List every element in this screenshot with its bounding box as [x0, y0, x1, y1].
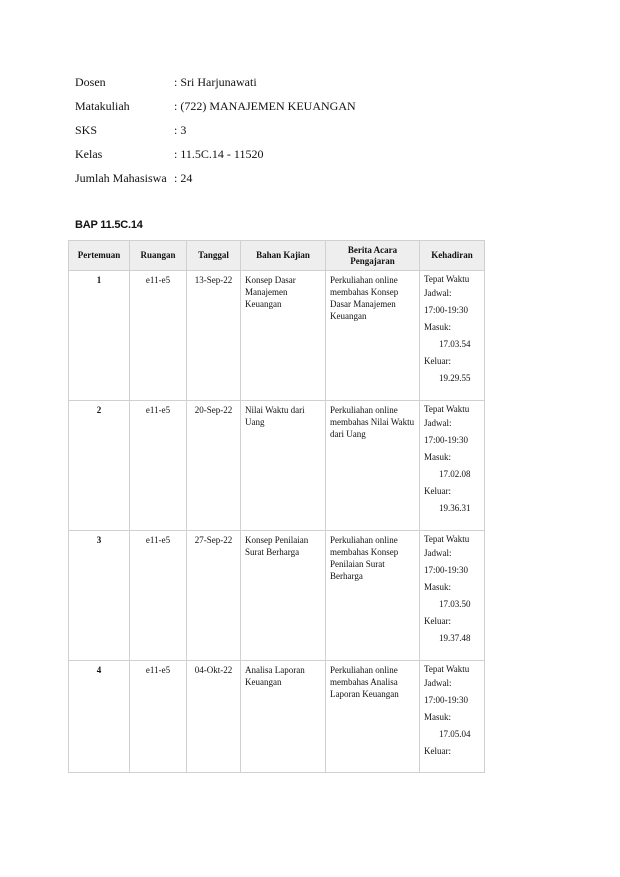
header-tanggal: Tanggal	[187, 241, 241, 271]
jadwal-label: Jadwal:	[424, 418, 452, 428]
cell-ruangan: e11-e5	[130, 271, 187, 401]
cell-tanggal: 04-Okt-22	[187, 661, 241, 773]
cell-tanggal: 27-Sep-22	[187, 531, 241, 661]
cell-pertemuan: 4	[69, 661, 130, 773]
header-pertemuan: Pertemuan	[69, 241, 130, 271]
keluar-label: Keluar:	[424, 356, 451, 366]
jadwal-label: Jadwal:	[424, 548, 452, 558]
info-value: : 11.5C.14 - 11520	[174, 147, 264, 161]
keluar-label: Keluar:	[424, 616, 451, 626]
attendance-status: Tepat Waktu	[424, 274, 470, 284]
info-value: : Sri Harjunawati	[174, 75, 257, 89]
masuk-value: 17.02.08	[439, 469, 471, 479]
bap-table	[68, 240, 485, 773]
info-label: Jumlah Mahasiswa	[75, 171, 167, 185]
masuk-label: Masuk:	[424, 582, 451, 592]
cell-kehadiran	[420, 401, 485, 531]
attendance-status: Tepat Waktu	[424, 664, 470, 674]
cell-bahan-kajian: Konsep Penilaian Surat Berharga	[241, 531, 326, 661]
header-berita-acara: Berita Acara Pengajaran	[326, 241, 420, 271]
jadwal-label: Jadwal:	[424, 678, 452, 688]
keluar-value: 19.37.48	[439, 633, 471, 643]
table-row	[69, 271, 485, 401]
masuk-label: Masuk:	[424, 322, 451, 332]
section-title: BAP 11.5C.14	[75, 219, 143, 231]
jadwal-value: 17:00-19:30	[424, 435, 468, 445]
table-header-row	[69, 241, 485, 271]
header-ruangan: Ruangan	[130, 241, 187, 271]
cell-berita-acara: Perkuliahan online membahas Konsep Dasar Manajemen Keuangan	[326, 271, 420, 401]
cell-ruangan: e11-e5	[130, 531, 187, 661]
jadwal-value: 17:00-19:30	[424, 305, 468, 315]
header-bahan-kajian: Bahan Kajian	[241, 241, 326, 271]
cell-kehadiran	[420, 531, 485, 661]
keluar-label: Keluar:	[424, 486, 451, 496]
jadwal-value: 17:00-19:30	[424, 565, 468, 575]
cell-bahan-kajian: Konsep Dasar Manajemen Keuangan	[241, 271, 326, 401]
cell-berita-acara: Perkuliahan online membahas Analisa Laporan Keuangan	[326, 661, 420, 773]
masuk-value: 17.05.04	[439, 729, 471, 739]
table-row	[69, 401, 485, 531]
info-row-jumlah-mahasiswa	[75, 170, 356, 194]
info-label: Matakuliah	[75, 99, 130, 113]
cell-pertemuan: 3	[69, 531, 130, 661]
info-row-kelas	[75, 146, 356, 170]
cell-bahan-kajian: Analisa Laporan Keuangan	[241, 661, 326, 773]
info-value: : (722) MANAJEMEN KEUANGAN	[174, 99, 356, 113]
table-row	[69, 661, 485, 773]
masuk-label: Masuk:	[424, 452, 451, 462]
info-label: SKS	[75, 123, 98, 137]
attendance-status: Tepat Waktu	[424, 404, 470, 414]
info-label: Kelas	[75, 147, 103, 161]
cell-bahan-kajian: Nilai Waktu dari Uang	[241, 401, 326, 531]
cell-tanggal: 13-Sep-22	[187, 271, 241, 401]
masuk-label: Masuk:	[424, 712, 451, 722]
keluar-label: Keluar:	[424, 746, 451, 756]
table-row	[69, 531, 485, 661]
jadwal-value: 17:00-19:30	[424, 695, 468, 705]
info-value: : 3	[174, 123, 187, 137]
jadwal-label: Jadwal:	[424, 288, 452, 298]
masuk-value: 17.03.50	[439, 599, 471, 609]
cell-pertemuan: 2	[69, 401, 130, 531]
header-kehadiran: Kehadiran	[420, 241, 485, 271]
cell-ruangan: e11-e5	[130, 661, 187, 773]
masuk-value: 17.03.54	[439, 339, 471, 349]
course-info	[75, 74, 356, 194]
info-row-matakuliah	[75, 98, 356, 122]
cell-berita-acara: Perkuliahan online membahas Nilai Waktu dari Uang	[326, 401, 420, 531]
keluar-value: 19.36.31	[439, 503, 471, 513]
info-value: : 24	[174, 171, 193, 185]
cell-pertemuan: 1	[69, 271, 130, 401]
info-row-dosen	[75, 74, 356, 98]
cell-kehadiran	[420, 271, 485, 401]
cell-ruangan: e11-e5	[130, 401, 187, 531]
cell-tanggal: 20-Sep-22	[187, 401, 241, 531]
cell-berita-acara: Perkuliahan online membahas Konsep Penilaian Surat Berharga	[326, 531, 420, 661]
info-label: Dosen	[75, 75, 106, 89]
info-row-sks	[75, 122, 356, 146]
attendance-status: Tepat Waktu	[424, 534, 470, 544]
keluar-value: 19.29.55	[439, 373, 471, 383]
cell-kehadiran	[420, 661, 485, 773]
